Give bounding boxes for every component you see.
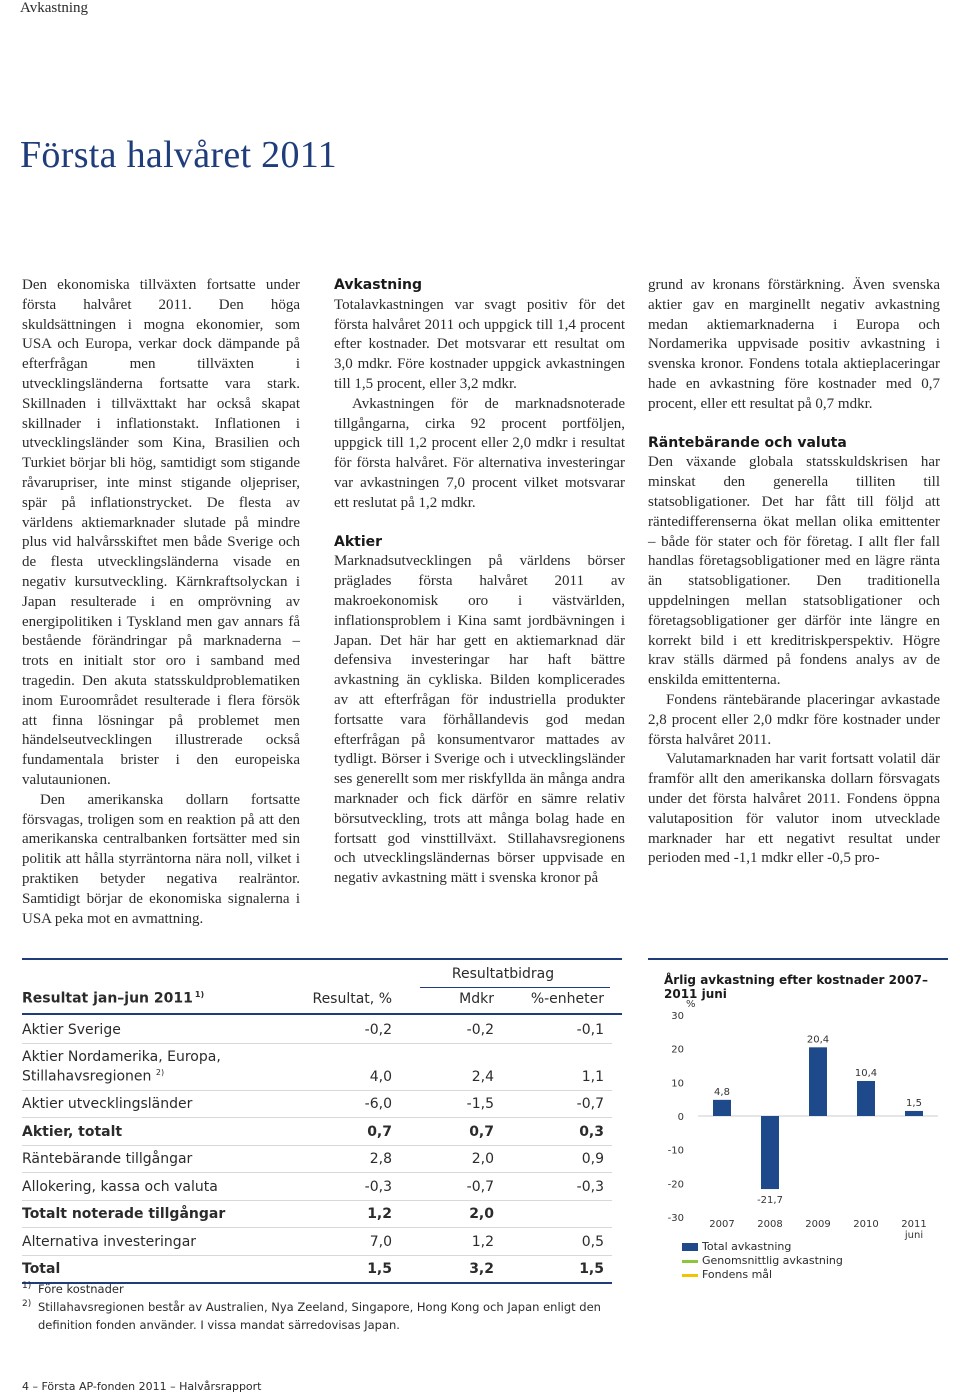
y-tick-label: -20 xyxy=(667,1179,684,1191)
table-row: Aktier, totalt 0,7 0,7 0,3 xyxy=(22,1118,612,1146)
y-tick-label: -30 xyxy=(667,1213,684,1224)
row-label-line2: Stillahavsregionen $^{2)}$ xyxy=(22,1067,165,1085)
y-tick-label: -10 xyxy=(667,1145,684,1157)
data-label: 10,4 xyxy=(854,1067,878,1079)
legend-item: Fondens mål xyxy=(682,1268,843,1282)
bar xyxy=(713,1100,731,1116)
legend-line xyxy=(682,1260,698,1263)
bar xyxy=(809,1047,827,1116)
section-heading: Aktier xyxy=(334,533,383,550)
footnote: 2) Stillahavsregionen består av Australien, Nya Zeeland, Singapore, Hong Kong och Japan enligt den definition fonden använder. I vissa mandat särredovisas Japan. xyxy=(22,1299,601,1332)
section-heading: Räntebärande och valuta xyxy=(648,434,847,451)
paragraph: Totalavkastningen var svagt positiv för det första halvåret 2011 och uppgick till 1,4 procent efter kostnader. Det motsvarar ett resultat om 3,0 mdkr. Före kostnader uppgick avkastningen till 1,5 procent, eller 3,2 mdkr. xyxy=(334,296,625,392)
page-footer: 4 – Första AP-fonden 2011 – Halvårsrapport xyxy=(22,1380,262,1393)
column-header: %-enheter xyxy=(530,991,604,1007)
table-row: Aktier utvecklingsländer -6,0 -1,5 -0,7 xyxy=(22,1091,612,1119)
paragraph: grund av kronans förstärkning. Även svenska aktier gav en marginellt negativ avkastning medan aktiemarknaderna i Europa och Nordamerika uppvisade positiv avkastning i svenska kronor. Fondens totala aktieplaceringar hade en avkastning före kostnader med 0,7 procent, eller ett resultat på 0,7 mdkr. xyxy=(648,277,940,412)
x-tick-label: 2009 xyxy=(805,1219,831,1230)
x-tick-label: 2008 xyxy=(757,1219,783,1230)
bar xyxy=(905,1111,923,1116)
y-tick-label: 30 xyxy=(671,1011,684,1022)
paragraph: Fondens räntebärande placeringar avkastade 2,8 procent eller 2,0 mdkr före kostnader under första halvåret 2011. xyxy=(648,691,940,748)
table-header-row xyxy=(22,990,612,1012)
x-tick-label: juni xyxy=(904,1230,924,1240)
table-row: Alternativa investeringar 7,0 1,2 0,5 xyxy=(22,1228,612,1256)
column-header: Resultat, % xyxy=(312,991,392,1007)
y-tick-label: 20 xyxy=(671,1044,684,1056)
x-tick-label: 2010 xyxy=(853,1219,879,1230)
x-tick-label: 2007 xyxy=(709,1219,735,1230)
table-row: Räntebärande tillgångar 2,8 2,0 0,9 xyxy=(22,1146,612,1174)
table-row: Totalt noterade tillgångar 1,2 2,0 xyxy=(22,1201,612,1229)
table-row: Aktier Sverige -0,2 -0,2 -0,1 xyxy=(22,1016,612,1044)
y-tick-label: 10 xyxy=(671,1078,684,1090)
paragraph: Den växande globala statsskuldskrisen har minskat den generella tilliten till statsobligationer. Det har fått till följd att räntedifferenserna ökat mellan olika emittenter – både för stater och för företag. I allt fler fall handlas företagsobligationer med en lägre ränta än statsobligationer. Den traditionella uppdelningen mellan statsobligationer och företagsobligationer ger därför inte längre en korrekt bild i ett kreditriskperspektiv. Högre krav ställs därmed på fondens analys av de enskilda emittenterna. xyxy=(648,454,940,689)
legend-item: Genomsnittlig avkastning xyxy=(682,1254,843,1268)
table-row: Aktier Nordamerika, Europa, Stillahavsregionen $^{2)}$ 4,0 2,4 1,1 xyxy=(22,1044,612,1091)
data-label: -21,7 xyxy=(757,1195,783,1207)
column-header: Mdkr xyxy=(459,991,494,1007)
data-label: 20,4 xyxy=(806,1034,830,1046)
table-row-total: Total 1,5 3,2 1,5 xyxy=(22,1256,612,1285)
page-title: Första halvåret 2011 xyxy=(20,134,337,176)
paragraph: Den ekonomiska tillväxten fortsatte under första halvåret 2011. Den höga skuldsättningen i mogna ekonomier, som USA och Europa, verkar dock dämpande på efterfrågan men tillväxten i utvecklingsländerna fortsatte vara stark. Skillnaden i tillväxttakt har också skapat skillnader i inflationstakt. Inflationen i utvecklingsländer som Kina, Brasilien och Turkiet börjar bli hög, samtidigt som stigande råvarupriser, inte minst stigande oljepriser, spär på inflationstrycket. De flesta av världens aktiemarknader slutade på mindre plus vid halvårsskiftet men både Sverige och de flesta utvecklingsländerna visade en negativ kursutveckling. Kärnkraftsolyckan i Japan resulterade i en omprövning av energipolitiken i Tyskland men gav annars få bestående förändringar på marknaderna – trots en initialt stor oro i samband med tragedin. Den akuta statsskuldproblematiken inom Euroområdet resulterade i flera försök att finna lösningar på problemet men händelseutvecklingen illustrerade också fundamentala brister i den europeiska valutaunionen. xyxy=(22,277,300,788)
paragraph: Marknadsutvecklingen på världens börser präglades första halvåret 2011 av makroekonomisk oro i västvärlden, inflationsproblem i Kina samt jordbävningen i Japan. Det här har gett en aktiemarknad där defensiva investeringar har haft bättre avkastning än cykliska. Bilden komplicerades av att efterfrågan för industriella produkter fortsatte vara förhållandevis god medan efterfrågan på konsumentvaror mattades av tydligt. Börser i Sverige och i utvecklingsländer ses generellt som mer riskfyllda än många andra marknader och fick därför en sämre relativ börsutveckling, trots att många bolag hade en fortsatt god vinsttillväxt. Stillahavsregionens och utvecklingsländernas börser uppvisade en negativ avkastning mätt i svenska kronor på xyxy=(334,553,625,887)
chart-title: Årlig avkastning efter kostnader 2007–2011 juni xyxy=(664,973,929,1001)
legend-line xyxy=(682,1274,698,1277)
text-column-3 xyxy=(648,276,940,869)
y-tick-label: 0 xyxy=(677,1112,684,1123)
section-label: Avkastning xyxy=(20,0,89,16)
data-label: 1,5 xyxy=(906,1097,922,1109)
paragraph: Avkastningen för de marknadsnoterade tillgångarna, cirka 92 procent portföljen, uppgick till 1,2 procent eller 2,0 mdkr i resultat för första halvåret. För alternativa investeringar var avkastningen 7,0 procent vilket motsvarar ett reslutat på 1,2 mdkr. xyxy=(334,395,625,511)
chart-top-rule xyxy=(648,958,948,960)
header-rule xyxy=(22,1013,622,1015)
legend-swatch xyxy=(682,1243,698,1251)
legend-item: Total avkastning xyxy=(682,1240,843,1254)
table-row: Allokering, kassa och valuta -0,3 -0,7 -0,3 xyxy=(22,1173,612,1201)
y-axis-unit: % xyxy=(686,999,696,1010)
text-column-1 xyxy=(22,276,300,929)
footnotes xyxy=(22,1280,642,1334)
results-table xyxy=(22,960,612,1284)
data-label: 4,8 xyxy=(714,1086,730,1098)
chart-legend xyxy=(682,1240,843,1282)
bar xyxy=(857,1081,875,1116)
section-heading: Avkastning xyxy=(334,277,422,293)
footnote: 1) Före kostnader xyxy=(22,1281,124,1296)
table-title: Resultat jan–jun 2011 $^{1)}$ xyxy=(22,990,205,1007)
x-tick-label: 2011 xyxy=(901,1219,927,1230)
paragraph: Valutamarknaden har varit fortsatt volatil där framför allt den amerikanska dollarn försvagats under det första halvåret 2011. Fondens öppna valutaposition för valutor inom utvecklade marknader har ett negativt resultat under perioden med -1,1 mdkr eller -0,5 pro- xyxy=(648,751,940,867)
bar xyxy=(761,1116,779,1189)
text-column-2 xyxy=(334,276,625,889)
bar-chart xyxy=(660,995,945,1240)
table-group-header: Resultatbidrag xyxy=(451,966,555,982)
paragraph: Den amerikanska dollarn fortsatte försvagas, troligen som en reaktion på att den amerikanska centralbanken fortsätter med sin politik att hålla styrräntorna nära noll, vilket i praktiken betyder negativa realräntor. Samtidigt börjar de ekonomiska signalerna i USA peka mot en avmattning. xyxy=(22,791,300,927)
